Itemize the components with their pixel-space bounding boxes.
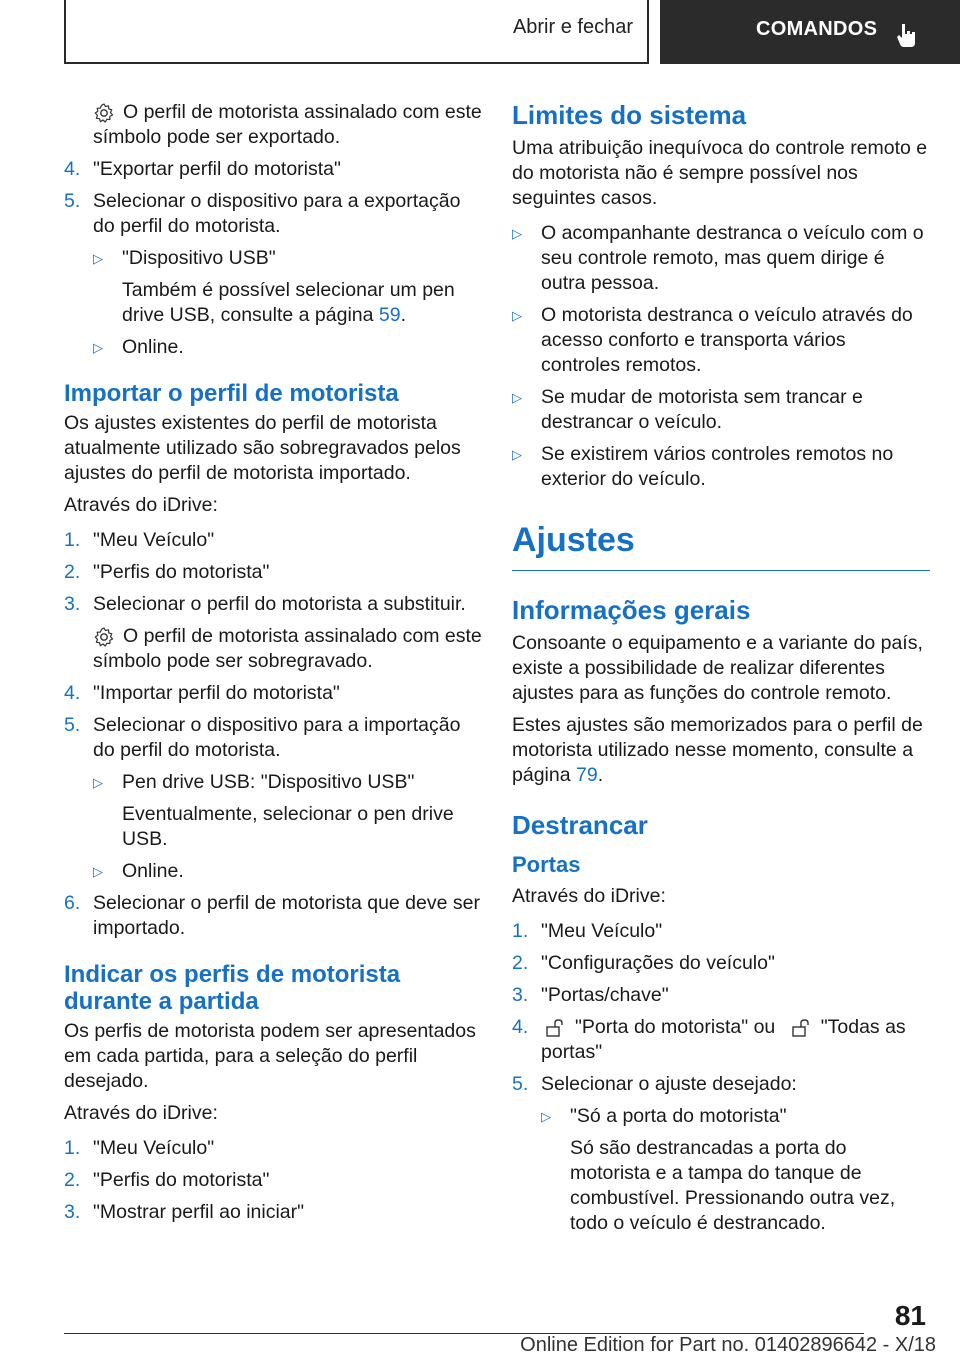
option-note: Só são destrancadas a porta do motorista e a tampa do tanque de combustível. Pressionando outra vez, todo o veículo é destrancado. — [570, 1137, 896, 1234]
heading-system-limits: Limites do sistema — [512, 100, 747, 130]
list-item — [93, 246, 484, 328]
triangle-bullet-icon: ▷ — [512, 390, 522, 405]
limits-list — [512, 221, 930, 492]
list-item — [541, 1104, 930, 1236]
step-number: 6. — [64, 892, 81, 914]
triangle-bullet-icon: ▷ — [93, 864, 103, 879]
icon-note-export-text: O perfil de motorista assinalado com este símbolo pode ser exportado. — [93, 101, 482, 148]
step-text: "Meu Veículo" — [93, 1137, 215, 1159]
triangle-bullet-icon: ▷ — [93, 775, 103, 790]
step-number: 4. — [512, 1016, 529, 1038]
list-item — [64, 560, 484, 585]
step-text: "Portas/chave" — [541, 984, 669, 1006]
step-number: 2. — [512, 952, 529, 974]
option-text: "Dispositivo USB" — [122, 247, 276, 269]
general-paragraph-1: Consoante o equipamento e a variante do país, existe a possibilidade de realizar diferentes ajustes para as funções do controle remoto. — [512, 632, 923, 704]
list-item — [93, 335, 484, 360]
export-steps — [64, 157, 484, 360]
step-text: Selecionar o perfil do motorista a substituir. — [93, 593, 466, 615]
doors-idrive-label: Através do iDrive: — [512, 885, 666, 907]
triangle-bullet-icon: ▷ — [512, 308, 522, 323]
general-paragraph-2-end: . — [597, 764, 604, 786]
step-number: 1. — [512, 920, 529, 942]
footer-edition: Online Edition for Part no. 01402896642 - X/18 — [520, 1334, 936, 1356]
gear-icon — [93, 102, 115, 124]
list-item — [93, 770, 484, 852]
step-text: "Importar perfil do motorista" — [93, 682, 340, 704]
triangle-bullet-icon: ▷ — [512, 226, 522, 241]
step-number: 3. — [64, 1201, 81, 1223]
list-item — [64, 592, 484, 617]
unlocked-padlock-icon — [545, 1018, 567, 1038]
step-number: 1. — [64, 529, 81, 551]
doors-steps — [512, 919, 930, 1236]
import-steps-continued — [64, 681, 484, 941]
icon-note-overwrite — [64, 624, 484, 674]
limit-text: O acompanhante destranca o veículo com o seu controle remoto, mas quem dirige é outra pessoa. — [541, 222, 924, 294]
step-number: 2. — [64, 1169, 81, 1191]
option-text: Pen drive USB: "Dispositivo USB" — [122, 771, 415, 793]
step-number: 3. — [64, 593, 81, 615]
list-item — [512, 951, 930, 976]
page-link-79[interactable]: 79 — [575, 764, 598, 786]
list-item — [64, 891, 484, 941]
list-item — [512, 442, 930, 492]
step-text: Selecionar o dispositivo para a exportação do perfil do motorista. — [93, 190, 461, 237]
step-number: 4. — [64, 158, 81, 180]
import-idrive-label: Através do iDrive: — [64, 494, 218, 516]
step-text: "Exportar perfil do motorista" — [93, 158, 341, 180]
indicate-idrive-label: Através do iDrive: — [64, 1102, 218, 1124]
header-section-title: Abrir e fechar — [512, 16, 633, 38]
left-column — [64, 100, 484, 1232]
list-item — [512, 1015, 930, 1065]
unlocked-padlock-icon — [791, 1018, 813, 1038]
export-options — [93, 246, 484, 360]
doors-options — [541, 1104, 930, 1236]
indicate-steps — [64, 1136, 484, 1225]
step-text: Selecionar o perfil de motorista que deve ser importado. — [93, 892, 480, 939]
heading-general-info: Informações gerais — [512, 595, 751, 625]
pointing-hand-icon — [896, 22, 918, 48]
limits-paragraph: Uma atribuição inequívoca do controle remoto e do motorista não é sempre possível nos seguintes casos. — [512, 137, 928, 209]
step-text-driver-door: "Porta do motorista" ou — [575, 1016, 776, 1038]
heading-import-profile: Importar o perfil de motorista — [64, 380, 399, 407]
triangle-bullet-icon: ▷ — [512, 447, 522, 462]
list-item — [512, 919, 930, 944]
gear-icon — [93, 626, 115, 648]
step-number: 5. — [64, 714, 81, 736]
general-paragraph-2 — [512, 713, 930, 788]
list-item — [64, 681, 484, 706]
step-text: "Mostrar perfil ao iniciar" — [93, 1201, 305, 1223]
list-item — [64, 1200, 484, 1225]
heading-unlock: Destrancar — [512, 810, 648, 840]
step-text: Selecionar o dispositivo para a importação do perfil do motorista. — [93, 714, 461, 761]
list-item — [64, 157, 484, 182]
header-chapter-title: COMANDOS — [756, 18, 878, 40]
option-text: "Só a porta do motorista" — [570, 1105, 787, 1127]
heading-doors: Portas — [512, 852, 581, 877]
right-column — [512, 100, 930, 1243]
option-note: Eventualmente, selecionar o pen drive USB. — [122, 803, 454, 850]
triangle-bullet-icon: ▷ — [541, 1109, 551, 1124]
list-item — [93, 859, 484, 884]
import-steps — [64, 528, 484, 617]
page-number: 81 — [894, 1300, 926, 1331]
limit-text: Se mudar de motorista sem trancar e destrancar o veículo. — [541, 386, 863, 433]
step-text: Selecionar o ajuste desejado: — [541, 1073, 797, 1095]
step-text: "Meu Veículo" — [541, 920, 663, 942]
limit-text: O motorista destranca o veículo através do acesso conforto e transporta vários controles remotos. — [541, 304, 913, 376]
triangle-bullet-icon: ▷ — [93, 340, 103, 355]
step-text: "Perfis do motorista" — [93, 1169, 270, 1191]
icon-note-export — [64, 100, 484, 150]
list-item — [512, 983, 930, 1008]
step-number: 5. — [64, 190, 81, 212]
list-item — [64, 1168, 484, 1193]
step-number: 4. — [64, 682, 81, 704]
import-options — [93, 770, 484, 884]
option-note — [122, 278, 484, 328]
triangle-bullet-icon: ▷ — [93, 251, 103, 266]
list-item — [64, 189, 484, 360]
import-paragraph: Os ajustes existentes do perfil de motorista atualmente utilizado são sobregravados pelos ajustes do perfil de motorista importado. — [64, 412, 461, 484]
list-item — [512, 303, 930, 378]
step-number: 5. — [512, 1073, 529, 1095]
option-text: Online. — [122, 860, 184, 882]
list-item — [512, 221, 930, 296]
step-number: 3. — [512, 984, 529, 1006]
page-link-59[interactable]: 59 — [378, 304, 401, 326]
list-item — [512, 385, 930, 435]
list-item — [64, 713, 484, 884]
step-number: 1. — [64, 1137, 81, 1159]
header-chapter-box — [660, 0, 960, 64]
option-note-end: . — [400, 304, 407, 326]
heading-indicate-profiles: Indicar os perfis de motorista durante a partida — [64, 961, 401, 1015]
step-text: "Configurações do veículo" — [541, 952, 775, 974]
option-note-text: Também é possível selecionar um pen drive USB, consulte a página — [122, 279, 455, 326]
list-item — [64, 1136, 484, 1161]
header-section-box — [64, 0, 649, 64]
list-item — [64, 528, 484, 553]
step-text-all-doors: "Todas as portas" — [541, 1016, 906, 1063]
list-item — [512, 1072, 930, 1236]
step-text: "Perfis do motorista" — [93, 561, 270, 583]
general-paragraph-2-text: Estes ajustes são memorizados para o perfil de motorista utilizado nesse momento, consulte a página — [512, 714, 923, 786]
step-number: 2. — [64, 561, 81, 583]
heading-settings: Ajustes — [512, 520, 930, 571]
option-text: Online. — [122, 336, 184, 358]
limit-text: Se existirem vários controles remotos no exterior do veículo. — [541, 443, 894, 490]
icon-note-overwrite-text: O perfil de motorista assinalado com este símbolo pode ser sobregravado. — [93, 625, 482, 672]
step-text: "Meu Veículo" — [93, 529, 215, 551]
indicate-paragraph: Os perfis de motorista podem ser apresentados em cada partida, para a seleção do perfil desejado. — [64, 1020, 476, 1092]
